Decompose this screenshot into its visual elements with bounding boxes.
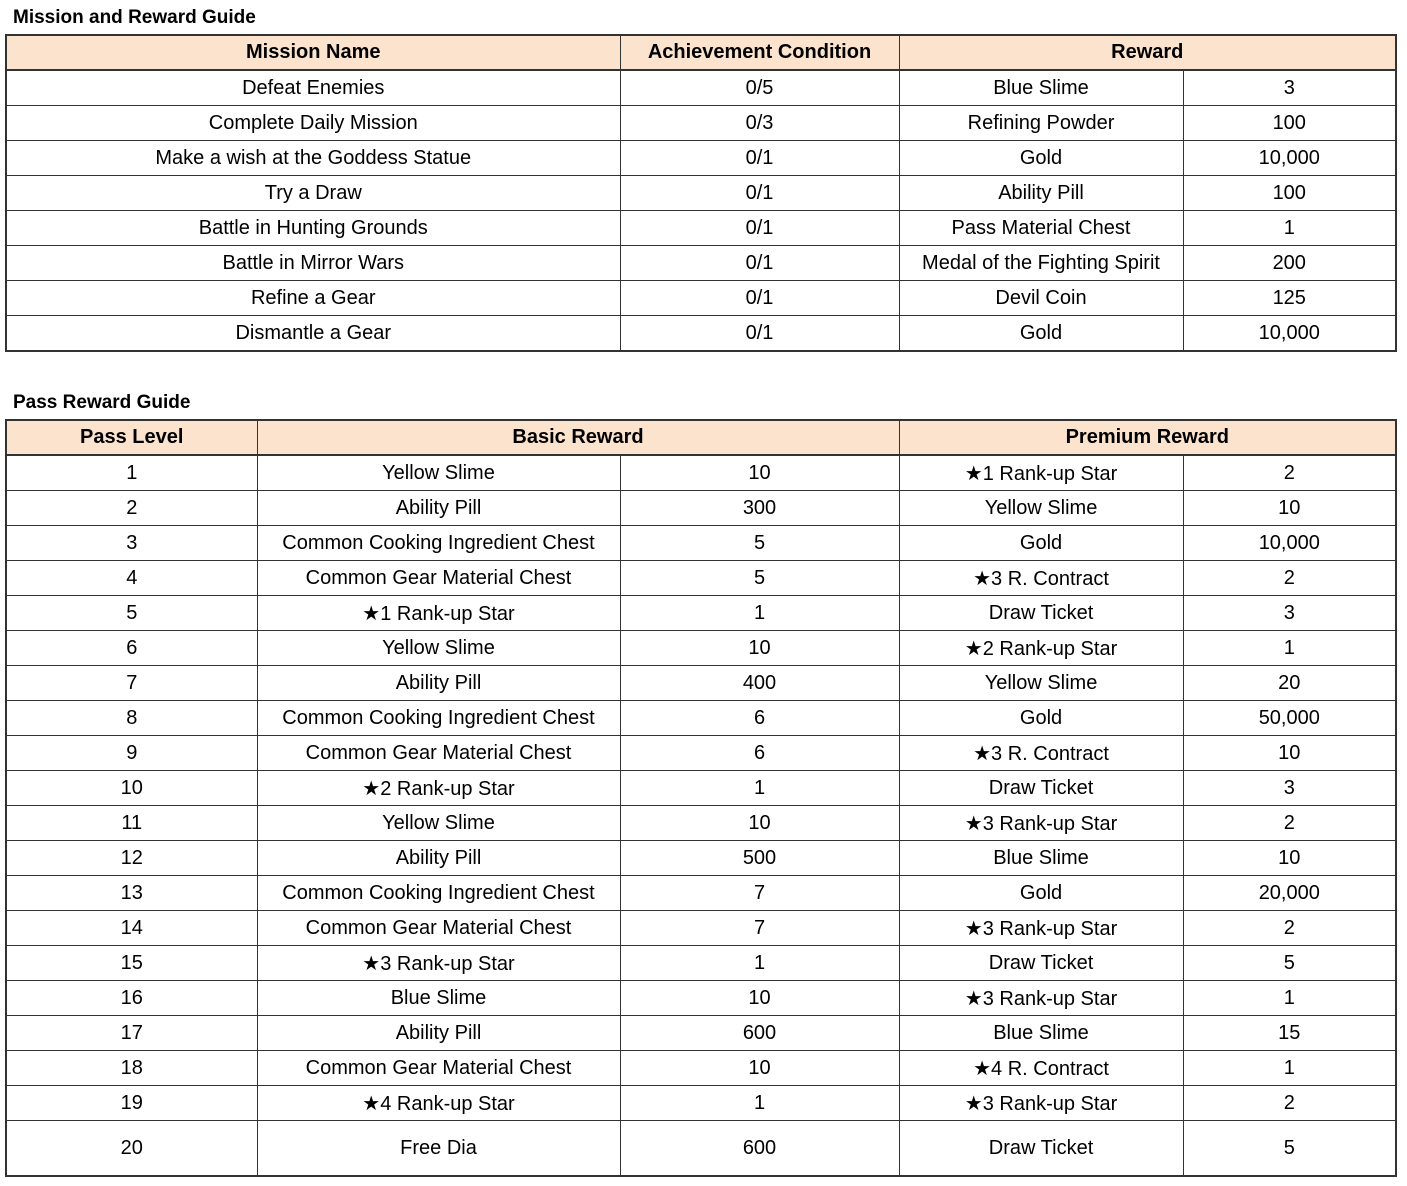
basic-reward-cell: ★1 Rank-up Star bbox=[257, 596, 620, 631]
premium-quantity-cell: 20,000 bbox=[1183, 876, 1396, 911]
achievement-condition-cell: 0/1 bbox=[620, 316, 899, 352]
achievement-condition-cell: 0/1 bbox=[620, 141, 899, 176]
basic-quantity-cell: 10 bbox=[620, 806, 899, 841]
achievement-condition-cell: 0/1 bbox=[620, 246, 899, 281]
pass-row bbox=[6, 526, 1396, 561]
achievement-condition-header: Achievement Condition bbox=[620, 35, 899, 70]
reward-item-cell: Gold bbox=[899, 141, 1183, 176]
mission-row bbox=[6, 246, 1396, 281]
premium-quantity-cell: 2 bbox=[1183, 1086, 1396, 1121]
pass-level-cell: 17 bbox=[6, 1016, 257, 1051]
premium-quantity-cell: 15 bbox=[1183, 1016, 1396, 1051]
reward-item-cell: Refining Powder bbox=[899, 106, 1183, 141]
premium-reward-cell: ★3 Rank-up Star bbox=[899, 911, 1183, 946]
pass-level-cell: 14 bbox=[6, 911, 257, 946]
premium-quantity-cell: 2 bbox=[1183, 561, 1396, 596]
basic-quantity-cell: 1 bbox=[620, 946, 899, 981]
pass-level-cell: 5 bbox=[6, 596, 257, 631]
achievement-condition-cell: 0/1 bbox=[620, 211, 899, 246]
pass-level-cell: 18 bbox=[6, 1051, 257, 1086]
reward-quantity-cell: 1 bbox=[1183, 211, 1396, 246]
premium-quantity-cell: 50,000 bbox=[1183, 701, 1396, 736]
basic-reward-cell: Yellow Slime bbox=[257, 631, 620, 666]
reward-header: Reward bbox=[899, 35, 1396, 70]
pass-row bbox=[6, 491, 1396, 526]
premium-quantity-cell: 5 bbox=[1183, 946, 1396, 981]
basic-quantity-cell: 600 bbox=[620, 1016, 899, 1051]
premium-reward-cell: ★4 R. Contract bbox=[899, 1051, 1183, 1086]
pass-row bbox=[6, 771, 1396, 806]
premium-quantity-cell: 2 bbox=[1183, 806, 1396, 841]
basic-quantity-cell: 600 bbox=[620, 1121, 899, 1177]
basic-reward-cell: Ability Pill bbox=[257, 491, 620, 526]
premium-reward-cell: Gold bbox=[899, 701, 1183, 736]
basic-reward-cell: Common Gear Material Chest bbox=[257, 561, 620, 596]
premium-reward-cell: ★1 Rank-up Star bbox=[899, 455, 1183, 491]
premium-reward-cell: Gold bbox=[899, 526, 1183, 561]
basic-reward-cell: Common Gear Material Chest bbox=[257, 1051, 620, 1086]
reward-quantity-cell: 10,000 bbox=[1183, 141, 1396, 176]
premium-quantity-cell: 20 bbox=[1183, 666, 1396, 701]
basic-quantity-cell: 5 bbox=[620, 561, 899, 596]
reward-item-cell: Blue Slime bbox=[899, 70, 1183, 106]
mission-name-cell: Defeat Enemies bbox=[6, 70, 620, 106]
mission-row bbox=[6, 141, 1396, 176]
basic-reward-cell: Common Gear Material Chest bbox=[257, 736, 620, 771]
mission-row bbox=[6, 211, 1396, 246]
pass-row bbox=[6, 666, 1396, 701]
pass-row bbox=[6, 981, 1396, 1016]
premium-reward-cell: Draw Ticket bbox=[899, 596, 1183, 631]
premium-quantity-cell: 1 bbox=[1183, 1051, 1396, 1086]
reward-quantity-cell: 200 bbox=[1183, 246, 1396, 281]
mission-name-cell: Battle in Mirror Wars bbox=[6, 246, 620, 281]
achievement-condition-cell: 0/1 bbox=[620, 281, 899, 316]
basic-quantity-cell: 1 bbox=[620, 1086, 899, 1121]
premium-reward-cell: Draw Ticket bbox=[899, 946, 1183, 981]
basic-quantity-cell: 1 bbox=[620, 596, 899, 631]
premium-quantity-cell: 10 bbox=[1183, 491, 1396, 526]
reward-item-cell: Gold bbox=[899, 316, 1183, 352]
pass-row bbox=[6, 1086, 1396, 1121]
pass-level-cell: 1 bbox=[6, 455, 257, 491]
reward-quantity-cell: 3 bbox=[1183, 70, 1396, 106]
pass-level-cell: 13 bbox=[6, 876, 257, 911]
basic-reward-cell: Yellow Slime bbox=[257, 806, 620, 841]
premium-reward-cell: Blue Slime bbox=[899, 1016, 1183, 1051]
pass-level-cell: 12 bbox=[6, 841, 257, 876]
premium-reward-cell: Draw Ticket bbox=[899, 1121, 1183, 1177]
reward-quantity-cell: 100 bbox=[1183, 106, 1396, 141]
pass-row bbox=[6, 631, 1396, 666]
pass-row bbox=[6, 876, 1396, 911]
pass-table bbox=[5, 419, 1397, 1177]
mission-name-cell: Try a Draw bbox=[6, 176, 620, 211]
pass-level-cell: 19 bbox=[6, 1086, 257, 1121]
basic-reward-cell: Common Cooking Ingredient Chest bbox=[257, 876, 620, 911]
pass-row bbox=[6, 841, 1396, 876]
basic-reward-cell: Ability Pill bbox=[257, 666, 620, 701]
basic-reward-header: Basic Reward bbox=[257, 420, 899, 455]
mission-name-header: Mission Name bbox=[6, 35, 620, 70]
mission-table bbox=[5, 34, 1397, 352]
pass-level-cell: 16 bbox=[6, 981, 257, 1016]
premium-quantity-cell: 3 bbox=[1183, 596, 1396, 631]
pass-level-cell: 8 bbox=[6, 701, 257, 736]
basic-quantity-cell: 10 bbox=[620, 455, 899, 491]
basic-quantity-cell: 400 bbox=[620, 666, 899, 701]
mission-name-cell: Dismantle a Gear bbox=[6, 316, 620, 352]
pass-level-header: Pass Level bbox=[6, 420, 257, 455]
pass-row bbox=[6, 701, 1396, 736]
pass-row bbox=[6, 455, 1396, 491]
basic-reward-cell: Blue Slime bbox=[257, 981, 620, 1016]
premium-reward-cell: Yellow Slime bbox=[899, 491, 1183, 526]
mission-name-cell: Battle in Hunting Grounds bbox=[6, 211, 620, 246]
pass-row bbox=[6, 736, 1396, 771]
premium-reward-cell: ★2 Rank-up Star bbox=[899, 631, 1183, 666]
basic-reward-cell: Ability Pill bbox=[257, 841, 620, 876]
premium-quantity-cell: 1 bbox=[1183, 981, 1396, 1016]
reward-item-cell: Ability Pill bbox=[899, 176, 1183, 211]
basic-reward-cell: Common Cooking Ingredient Chest bbox=[257, 526, 620, 561]
premium-quantity-cell: 5 bbox=[1183, 1121, 1396, 1177]
premium-reward-cell: Draw Ticket bbox=[899, 771, 1183, 806]
premium-reward-cell: Gold bbox=[899, 876, 1183, 911]
basic-reward-cell: ★3 Rank-up Star bbox=[257, 946, 620, 981]
basic-quantity-cell: 500 bbox=[620, 841, 899, 876]
premium-reward-cell: ★3 R. Contract bbox=[899, 561, 1183, 596]
basic-quantity-cell: 10 bbox=[620, 1051, 899, 1086]
pass-level-cell: 6 bbox=[6, 631, 257, 666]
pass-section-title: Pass Reward Guide bbox=[13, 392, 191, 413]
mission-row bbox=[6, 176, 1396, 211]
basic-quantity-cell: 6 bbox=[620, 701, 899, 736]
premium-reward-cell: ★3 Rank-up Star bbox=[899, 806, 1183, 841]
basic-quantity-cell: 10 bbox=[620, 631, 899, 666]
achievement-condition-cell: 0/1 bbox=[620, 176, 899, 211]
mission-name-cell: Complete Daily Mission bbox=[6, 106, 620, 141]
premium-quantity-cell: 10 bbox=[1183, 841, 1396, 876]
mission-row bbox=[6, 316, 1396, 352]
basic-quantity-cell: 1 bbox=[620, 771, 899, 806]
pass-level-cell: 11 bbox=[6, 806, 257, 841]
basic-reward-cell: ★4 Rank-up Star bbox=[257, 1086, 620, 1121]
mission-row bbox=[6, 106, 1396, 141]
basic-quantity-cell: 6 bbox=[620, 736, 899, 771]
premium-reward-cell: ★3 R. Contract bbox=[899, 736, 1183, 771]
pass-level-cell: 2 bbox=[6, 491, 257, 526]
reward-quantity-cell: 125 bbox=[1183, 281, 1396, 316]
mission-name-cell: Refine a Gear bbox=[6, 281, 620, 316]
mission-row bbox=[6, 70, 1396, 106]
basic-reward-cell: Common Gear Material Chest bbox=[257, 911, 620, 946]
mission-row bbox=[6, 281, 1396, 316]
reward-quantity-cell: 100 bbox=[1183, 176, 1396, 211]
pass-row bbox=[6, 561, 1396, 596]
basic-reward-cell: Yellow Slime bbox=[257, 455, 620, 491]
reward-item-cell: Medal of the Fighting Spirit bbox=[899, 246, 1183, 281]
pass-row bbox=[6, 1121, 1396, 1177]
pass-row bbox=[6, 596, 1396, 631]
pass-level-cell: 15 bbox=[6, 946, 257, 981]
premium-quantity-cell: 10 bbox=[1183, 736, 1396, 771]
pass-level-cell: 4 bbox=[6, 561, 257, 596]
premium-reward-cell: Blue Slime bbox=[899, 841, 1183, 876]
basic-quantity-cell: 5 bbox=[620, 526, 899, 561]
basic-reward-cell: Common Cooking Ingredient Chest bbox=[257, 701, 620, 736]
pass-header-row bbox=[6, 420, 1396, 455]
pass-row bbox=[6, 806, 1396, 841]
basic-reward-cell: Ability Pill bbox=[257, 1016, 620, 1051]
premium-reward-cell: Yellow Slime bbox=[899, 666, 1183, 701]
premium-quantity-cell: 1 bbox=[1183, 631, 1396, 666]
reward-quantity-cell: 10,000 bbox=[1183, 316, 1396, 352]
premium-reward-cell: ★3 Rank-up Star bbox=[899, 981, 1183, 1016]
premium-quantity-cell: 10,000 bbox=[1183, 526, 1396, 561]
pass-level-cell: 10 bbox=[6, 771, 257, 806]
pass-level-cell: 7 bbox=[6, 666, 257, 701]
basic-quantity-cell: 7 bbox=[620, 911, 899, 946]
pass-level-cell: 3 bbox=[6, 526, 257, 561]
basic-reward-cell: ★2 Rank-up Star bbox=[257, 771, 620, 806]
pass-row bbox=[6, 911, 1396, 946]
basic-quantity-cell: 10 bbox=[620, 981, 899, 1016]
premium-reward-cell: ★3 Rank-up Star bbox=[899, 1086, 1183, 1121]
basic-quantity-cell: 300 bbox=[620, 491, 899, 526]
pass-row bbox=[6, 1051, 1396, 1086]
mission-section-title: Mission and Reward Guide bbox=[13, 7, 256, 28]
reward-item-cell: Pass Material Chest bbox=[899, 211, 1183, 246]
pass-level-cell: 20 bbox=[6, 1121, 257, 1177]
reward-item-cell: Devil Coin bbox=[899, 281, 1183, 316]
pass-level-cell: 9 bbox=[6, 736, 257, 771]
achievement-condition-cell: 0/3 bbox=[620, 106, 899, 141]
mission-header-row bbox=[6, 35, 1396, 70]
pass-row bbox=[6, 946, 1396, 981]
basic-reward-cell: Free Dia bbox=[257, 1121, 620, 1177]
mission-name-cell: Make a wish at the Goddess Statue bbox=[6, 141, 620, 176]
achievement-condition-cell: 0/5 bbox=[620, 70, 899, 106]
premium-quantity-cell: 3 bbox=[1183, 771, 1396, 806]
pass-row bbox=[6, 1016, 1396, 1051]
premium-quantity-cell: 2 bbox=[1183, 911, 1396, 946]
basic-quantity-cell: 7 bbox=[620, 876, 899, 911]
premium-reward-header: Premium Reward bbox=[899, 420, 1396, 455]
premium-quantity-cell: 2 bbox=[1183, 455, 1396, 491]
